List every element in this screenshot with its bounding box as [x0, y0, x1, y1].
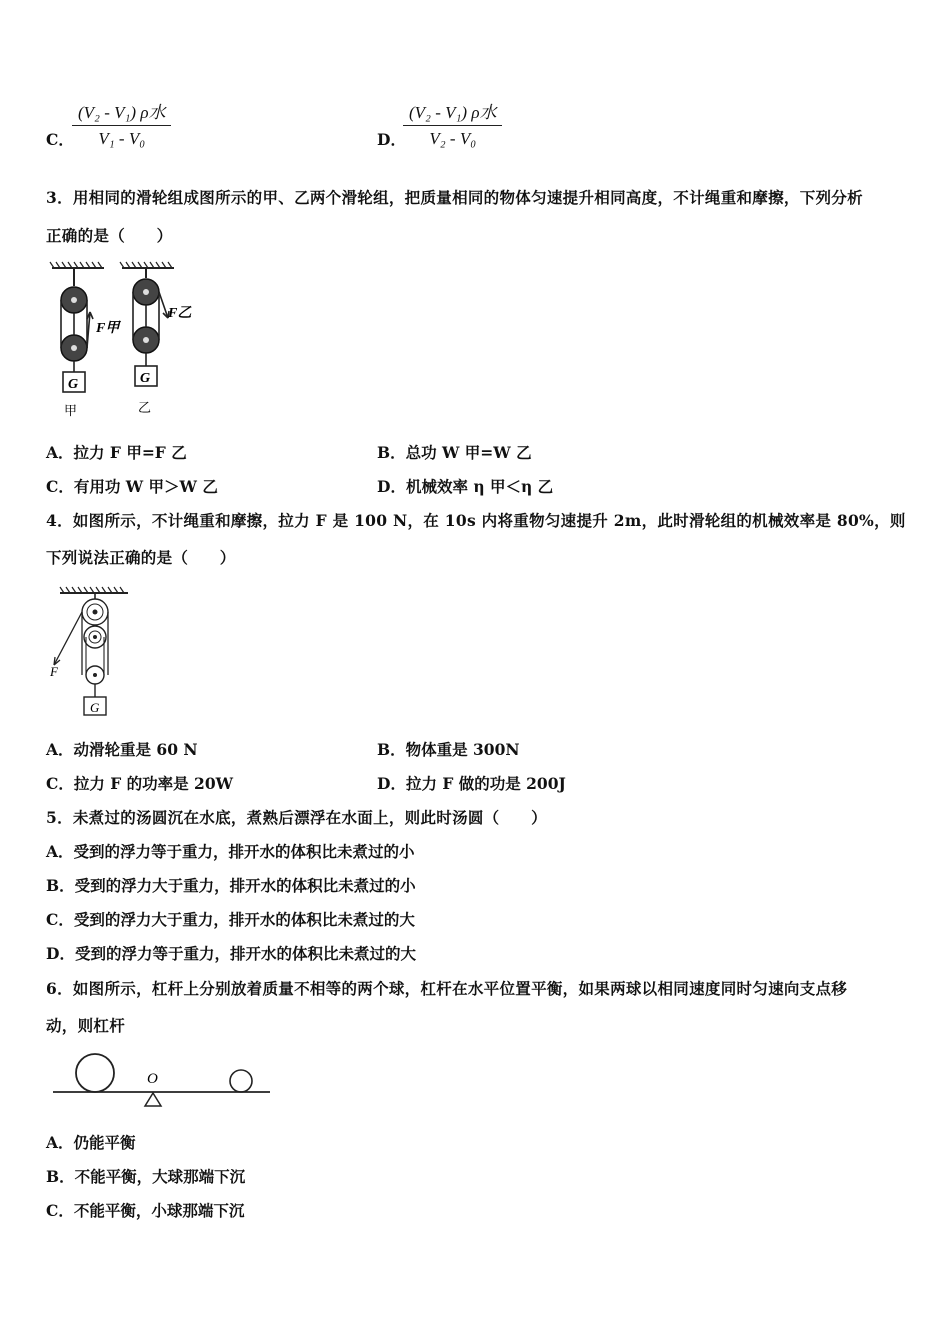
q6-fulcrum [145, 1093, 161, 1106]
q2-option-d-label: D． [377, 130, 406, 149]
q3-fig-a-pulleys [61, 268, 93, 392]
q6-large-ball [76, 1054, 114, 1092]
q6-option-b: B．不能平衡，大球那端下沉 [46, 1167, 246, 1186]
q4-option-b: B．物体重是 300N [377, 740, 520, 759]
q3-fig-a-weight: G [68, 377, 79, 392]
q4-option-c: C．拉力 F 的功率是 20W [46, 774, 234, 793]
q3-fig-b-force: F乙 [168, 306, 192, 321]
q3-pulley-figure [46, 260, 196, 420]
q4-option-a: A．动滑轮重是 60 N [46, 740, 198, 759]
q5-option-c: C．受到的浮力大于重力，排开水的体积比未煮过的大 [46, 910, 415, 929]
q2-option-c-fraction [72, 98, 171, 149]
q4-fig-weight: G [90, 700, 100, 715]
q3-fig-b-label: 乙 [138, 401, 152, 416]
q3-option-c: C．有用功 W 甲＞W 乙 [46, 477, 218, 496]
q4-option-d: D．拉力 F 做的功是 200J [377, 774, 566, 793]
q6-stem-line2: 动，则杠杆 [46, 1016, 126, 1035]
q2-option-d-fraction [403, 98, 502, 149]
q3-fig-a-label: 甲 [64, 404, 78, 419]
q3-fig-b-weight: G [140, 371, 151, 386]
q4-stem-line2: 下列说法正确的是（ ） [46, 548, 236, 567]
q3-option-d: D．机械效率 η 甲＜η 乙 [377, 477, 554, 496]
q3-fig-b-pulleys [133, 268, 169, 386]
q4-pulley-figure [46, 585, 146, 720]
q6-option-a: A．仍能平衡 [46, 1133, 136, 1152]
q4-fig-force: F [50, 664, 58, 679]
q6-lever-figure [50, 1048, 275, 1110]
q3-option-b: B．总功 W 甲=W 乙 [377, 443, 532, 462]
q5-option-d: D．受到的浮力等于重力，排开水的体积比未煮过的大 [46, 944, 416, 963]
q4-stem-line1: 4．如图所示，不计绳重和摩擦，拉力 F 是 100 N，在 10s 内将重物匀速提升 2m，此时滑轮组的机械效率是 80%，则 [46, 511, 906, 530]
q2-option-c-denominator: V₁ - V₀ [98, 129, 146, 148]
q3-fig-b-ceiling [120, 262, 174, 268]
q5-option-b: B．受到的浮力大于重力，排开水的体积比未煮过的小 [46, 876, 416, 895]
q6-small-ball [230, 1070, 252, 1092]
q5-option-a: A．受到的浮力等于重力，排开水的体积比未煮过的小 [46, 842, 415, 861]
q6-option-c: C．不能平衡，小球那端下沉 [46, 1201, 245, 1220]
q5-stem: 5．未煮过的汤圆沉在水底，煮熟后漂浮在水面上，则此时汤圆（ ） [46, 808, 547, 827]
q6-pivot-label: O [147, 1071, 158, 1087]
q2-option-c-label: C． [46, 130, 74, 149]
q3-fig-a-force: F甲 [96, 321, 120, 336]
q3-option-a: A．拉力 F 甲=F 乙 [46, 443, 187, 462]
q2-option-d-numerator: (V₂ - V₁) ρ水 [403, 98, 502, 126]
q3-stem-line1: 3．用相同的滑轮组成图所示的甲、乙两个滑轮组，把质量相同的物体匀速提升相同高度，不计绳重和摩擦，下列分析 [46, 188, 863, 207]
q2-option-d-denominator: V₂ - V₀ [429, 129, 477, 148]
q6-stem-line1: 6．如图所示，杠杆上分别放着质量不相等的两个球，杠杆在水平位置平衡，如果两球以相同速度同时匀速向支点移 [46, 979, 848, 998]
q2-option-c-numerator: (V₂ - V₁) ρ水 [72, 98, 171, 126]
q3-fig-a-ceiling [50, 262, 104, 268]
q3-stem-line2: 正确的是（ ） [46, 226, 173, 245]
